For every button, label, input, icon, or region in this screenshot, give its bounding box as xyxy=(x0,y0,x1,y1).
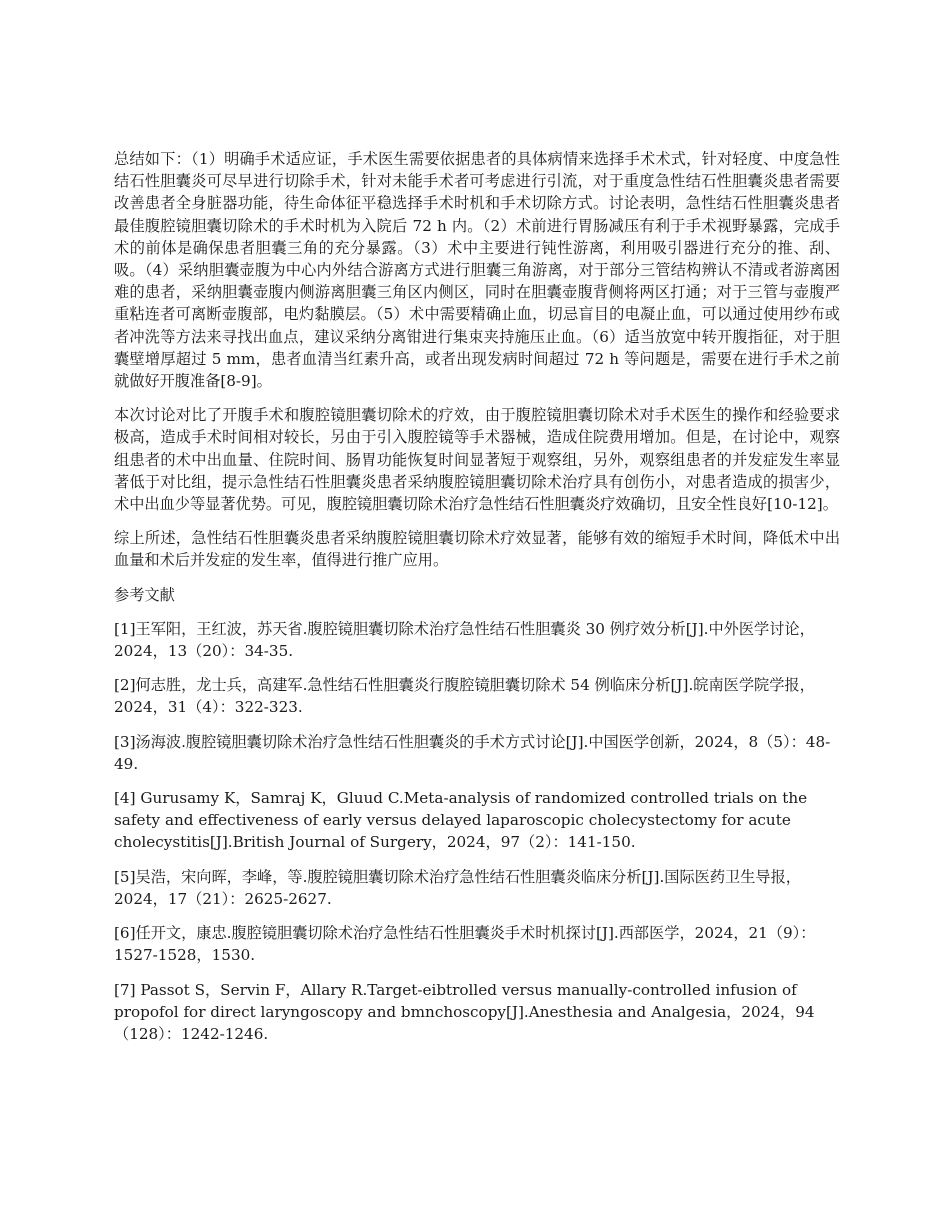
reference-list xyxy=(114,618,840,1045)
reference-item: [1]王军阳，王红波，苏天省.腹腔镜胆囊切除术治疗急性结石性胆囊炎 30 例疗效分析[J].中外医学讨论，2024，13（20）：34-35. xyxy=(114,619,815,661)
references-heading: 参考文献 xyxy=(114,585,175,604)
reference-item: [2]何志胜，龙士兵，高建军.急性结石性胆囊炎行腹腔镜胆囊切除术 54 例临床分析[J].皖南医学院学报，2024，31（4）：322-323. xyxy=(114,676,815,717)
reference-item: [3]汤海波.腹腔镜胆囊切除术治疗急性结石性胆囊炎的手术方式讨论[J].中国医学创新，2024，8（5）：48-49. xyxy=(114,732,831,773)
reference-item: [6]任开文，康忠.腹腔镜胆囊切除术治疗急性结石性胆囊炎手术时机探讨[J].西部医学，2024，21（9）：1527-1528，1530. xyxy=(114,924,816,965)
document-page xyxy=(114,148,840,1057)
body-paragraph: 总结如下：（1）明确手术适应证，手术医生需要依据患者的具体病情来选择手术术式，针对轻度、中度急性结石性胆囊炎可尽早进行切除手术，针对未能手术者可考虑进行引流，对于重度急性结石性胆囊炎患者需要改善患者全身脏器功能，待生命体征平稳选择手术时机和手术切除方式。讨论表明，急性结石性胆囊炎患者最佳腹腔镜胆囊切除术的手术时机为入院后 72 h 内。（2）术前进行胃肠减压有利于手术视野暴露，完成手术的前体是确保患者胆囊三角的充分暴露。（3）术中主要进行钝性游离，利用吸引器进行充分的推、刮、吸。（4）采纳胆囊壶腹为中心内外结合游离方式进行胆囊三角游离，对于部分三管结构辨认不清或者游离困难的患者，采纳胆囊壶腹内侧游离胆囊三角区内侧区，同时在胆囊壶腹背侧将两区打通；对于三管与壶腹严重粘连者可离断壶腹部，电灼黏膜层。（5）术中需要精确止血，切忌盲目的电凝止血，可以通过使用纱布或者冲洗等方法来寻找出血点，建议采纳分离钳进行集束夹持施压止血。（6）适当放宽中转开腹指征，对于胆囊壁增厚超过 5 mm，患者血清当红素升高，或者出现发病时间超过 72 h 等问题是，需要在进行手术之前就做好开腹准备[8-9]。 xyxy=(114,150,840,391)
reference-item: [7] Passot S，Servin F，Allary R.Target-eibtrolled versus manually-controlled infusion of propofol for direct laryngoscopy and bmnchoscopy[J].Anesthesia and Analgesia，2024，94（128）：1242-1246. xyxy=(114,980,815,1043)
reference-item: [5]吴浩，宋向晖，李峰，等.腹腔镜胆囊切除术治疗急性结石性胆囊炎临床分析[J].国际医药卫生导报，2024，17（21）：2625-2627. xyxy=(114,867,801,908)
body-paragraph: 综上所述，急性结石性胆囊炎患者采纳腹腔镜胆囊切除术疗效显著，能够有效的缩短手术时间，降低术中出血量和术后并发症的发生率，值得进行推广应用。 xyxy=(114,529,840,570)
body-paragraph: 本次讨论对比了开腹手术和腹腔镜胆囊切除术的疗效，由于腹腔镜胆囊切除术对手术医生的操作和经验要求极高，造成手术时间相对较长，另由于引入腹腔镜等手术器械，造成住院费用增加。但是，在讨论中，观察组患者的术中出血量、住院时间、肠胃功能恢复时间显著短于观察组，另外，观察组患者的并发症发生率显著低于对比组，提示急性结石性胆囊炎患者采纳腹腔镜胆囊切除术治疗具有创伤小，对患者造成的损害少，术中出血少等显著优势。可见，腹腔镜胆囊切除术治疗急性结石性胆囊炎疗效确切，且安全性良好[10-12]。 xyxy=(114,406,840,514)
reference-item: [4] Gurusamy K，Samraj K，Gluud C.Meta-analysis of randomized controlled trials on the safety and effectiveness of early versus delayed laparoscopic cholecystectomy for acute cholecystitis[J].British Journal of Surgery，2024，97（2）：141-150. xyxy=(114,789,808,852)
